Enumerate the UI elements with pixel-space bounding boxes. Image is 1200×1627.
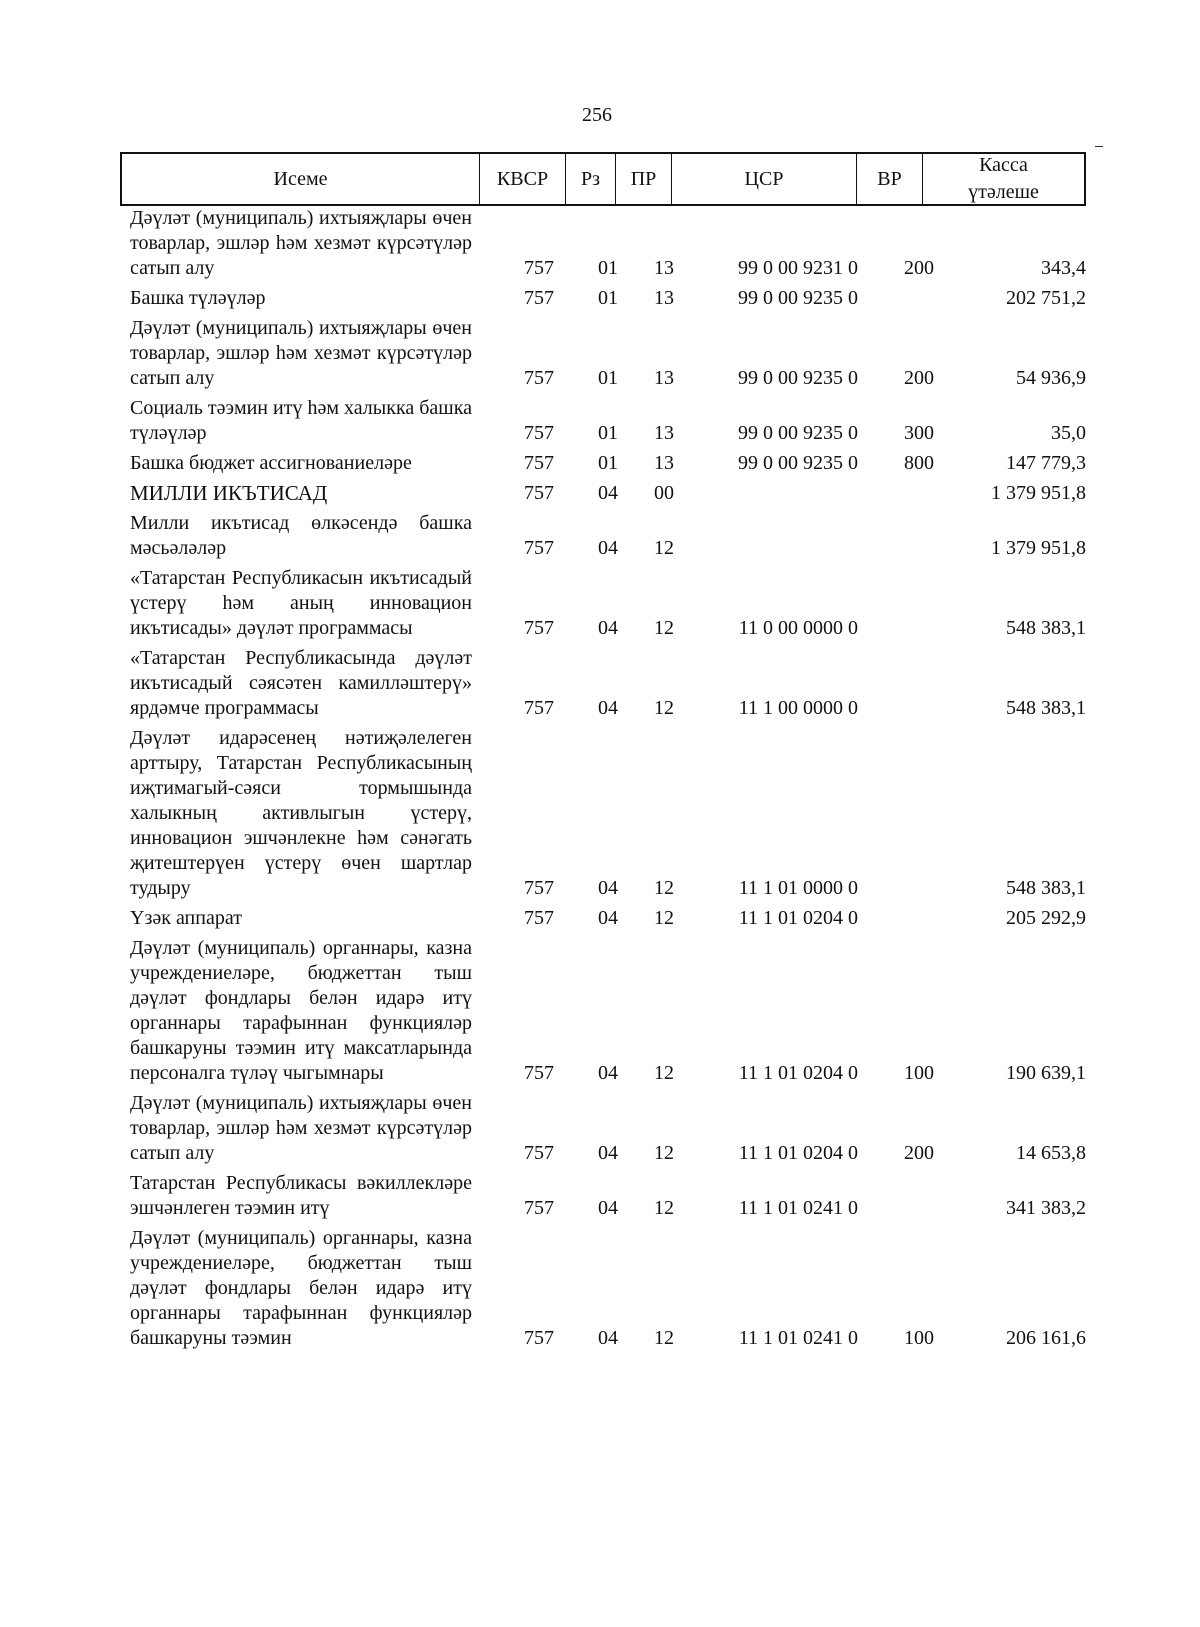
row-name: Дәүләт (муниципаль) ихтыяҗлары өчен товарлар, эшләр һәм хезмәт күрсәтүләр сатып алу xyxy=(130,317,472,389)
row-pr: 13 xyxy=(654,422,674,444)
table-body xyxy=(130,206,1090,1356)
row-rz: 01 xyxy=(598,422,618,444)
table-row xyxy=(130,511,1090,566)
table-row xyxy=(130,726,1090,906)
row-name: Башка бюджет ассигнованиеләре xyxy=(130,452,412,474)
table-row xyxy=(130,646,1090,726)
header-name: Исеме xyxy=(122,154,480,204)
row-sum: 206 161,6 xyxy=(1006,1327,1086,1349)
row-name: Дәүләт (муниципаль) органнары, казна учреждениеләре, бюджеттан тыш дәүләт фондлары белән идарә итү органнары тарафыннан функцияләр башкаруны тәэмин xyxy=(130,1227,472,1349)
row-rz: 04 xyxy=(598,1197,618,1219)
row-vr: 800 xyxy=(904,452,934,474)
row-csr: 99 0 00 9235 0 xyxy=(738,422,858,444)
row-vr: 300 xyxy=(904,422,934,444)
row-pr: 12 xyxy=(654,537,674,559)
row-kvsr: 757 xyxy=(524,257,554,279)
row-csr: 11 1 01 0241 0 xyxy=(738,1197,858,1219)
row-kvsr: 757 xyxy=(524,482,554,504)
table-row xyxy=(130,906,1090,936)
row-sum: 202 751,2 xyxy=(1006,287,1086,309)
row-rz: 04 xyxy=(598,1142,618,1164)
row-kvsr: 757 xyxy=(524,1197,554,1219)
row-name: Үзәк аппарат xyxy=(130,907,242,929)
row-name: Дәүләт идарәсенең нәтиҗәлелеген арттыру, Татарстан Республикасының иҗтимагый-сәяси тормышында халыкның активлыгын үстерү, инновацион эшчәнлекне һәм сәнәгать җитештерүен үстерү өчен шартлар тудыру xyxy=(130,727,472,899)
row-pr: 12 xyxy=(654,877,674,899)
row-kvsr: 757 xyxy=(524,617,554,639)
row-kvsr: 757 xyxy=(524,877,554,899)
row-rz: 04 xyxy=(598,877,618,899)
row-csr: 11 1 01 0204 0 xyxy=(738,907,858,929)
row-csr: 99 0 00 9235 0 xyxy=(738,452,858,474)
row-name: Дәүләт (муниципаль) ихтыяҗлары өчен товарлар, эшләр һәм хезмәт күрсәтүләр сатып алу xyxy=(130,1092,472,1164)
row-sum: 1 379 951,8 xyxy=(991,482,1086,504)
table-row xyxy=(130,316,1090,396)
row-rz: 04 xyxy=(598,617,618,639)
row-sum: 548 383,1 xyxy=(1006,617,1086,639)
row-rz: 04 xyxy=(598,1327,618,1349)
row-kvsr: 757 xyxy=(524,422,554,444)
row-rz: 01 xyxy=(598,452,618,474)
table-row xyxy=(130,396,1090,451)
row-sum: 548 383,1 xyxy=(1006,697,1086,719)
row-vr: 200 xyxy=(904,1142,934,1164)
row-csr: 11 1 00 0000 0 xyxy=(738,697,858,719)
row-kvsr: 757 xyxy=(524,1142,554,1164)
row-rz: 04 xyxy=(598,537,618,559)
header-pr: ПР xyxy=(616,154,672,204)
row-pr: 00 xyxy=(654,482,674,504)
row-pr: 13 xyxy=(654,287,674,309)
header-csr: ЦСР xyxy=(672,154,857,204)
row-sum: 190 639,1 xyxy=(1006,1062,1086,1084)
header-rz: Рз xyxy=(566,154,616,204)
row-csr: 99 0 00 9235 0 xyxy=(738,287,858,309)
row-name: Дәүләт (муниципаль) органнары, казна учреждениеләре, бюджеттан тыш дәүләт фондлары белән идарә итү органнары тарафыннан функцияләр башкаруны тәэмин итү максатларында персоналга түләү чыгымнары xyxy=(130,937,472,1084)
row-name: «Татарстан Республикасында дәүләт икътисадый сәясәтен камилләштерү» ярдәмче программасы xyxy=(130,647,472,719)
row-vr: 200 xyxy=(904,257,934,279)
row-sum: 147 779,3 xyxy=(1006,452,1086,474)
page-number: 256 xyxy=(582,104,612,126)
row-sum: 205 292,9 xyxy=(1006,907,1086,929)
row-name: Татарстан Республикасы вәкиллекләре эшчәнлеген тәэмин итү xyxy=(130,1172,472,1219)
row-pr: 13 xyxy=(654,367,674,389)
row-kvsr: 757 xyxy=(524,287,554,309)
row-sum: 35,0 xyxy=(1051,422,1086,444)
row-kvsr: 757 xyxy=(524,1062,554,1084)
row-csr: 99 0 00 9231 0 xyxy=(738,257,858,279)
row-kvsr: 757 xyxy=(524,452,554,474)
row-pr: 12 xyxy=(654,1327,674,1349)
header-kvsr: КВСР xyxy=(480,154,566,204)
row-sum: 54 936,9 xyxy=(1016,367,1086,389)
row-name: Башка түләүләр xyxy=(130,287,266,309)
row-csr: 99 0 00 9235 0 xyxy=(738,367,858,389)
table-header xyxy=(120,152,1086,206)
row-name: МИЛЛИ ИКЪТИСАД xyxy=(130,481,328,505)
row-pr: 12 xyxy=(654,697,674,719)
header-sum xyxy=(923,154,1084,204)
row-pr: 12 xyxy=(654,1197,674,1219)
table-row xyxy=(130,936,1090,1091)
table-row xyxy=(130,481,1090,511)
row-rz: 01 xyxy=(598,257,618,279)
row-name: «Татарстан Республикасын икътисадый үстерү һәм аның инновацион икътисады» дәүләт программасы xyxy=(130,567,472,639)
row-kvsr: 757 xyxy=(524,907,554,929)
row-csr: 11 0 00 0000 0 xyxy=(738,617,858,639)
row-pr: 13 xyxy=(654,257,674,279)
row-rz: 04 xyxy=(598,1062,618,1084)
row-rz: 04 xyxy=(598,482,618,504)
row-rz: 01 xyxy=(598,367,618,389)
header-sum-line1: Касса xyxy=(979,154,1028,176)
table-row xyxy=(130,206,1090,286)
row-pr: 13 xyxy=(654,452,674,474)
row-rz: 01 xyxy=(598,287,618,309)
table-row xyxy=(130,1226,1090,1356)
row-kvsr: 757 xyxy=(524,367,554,389)
scan-mark xyxy=(1095,146,1103,147)
row-vr: 100 xyxy=(904,1062,934,1084)
row-rz: 04 xyxy=(598,697,618,719)
table-row xyxy=(130,1171,1090,1226)
table-row xyxy=(130,286,1090,316)
row-sum: 1 379 951,8 xyxy=(991,537,1086,559)
row-name: Социаль тәэмин итү һәм халыкка башка түләүләр xyxy=(130,397,472,444)
table-row xyxy=(130,1091,1090,1171)
row-kvsr: 757 xyxy=(524,1327,554,1349)
row-csr: 11 1 01 0204 0 xyxy=(738,1142,858,1164)
row-csr: 11 1 01 0241 0 xyxy=(738,1327,858,1349)
row-rz: 04 xyxy=(598,907,618,929)
row-vr: 200 xyxy=(904,367,934,389)
row-kvsr: 757 xyxy=(524,537,554,559)
table-row xyxy=(130,451,1090,481)
row-sum: 341 383,2 xyxy=(1006,1197,1086,1219)
row-name: Дәүләт (муниципаль) ихтыяҗлары өчен товарлар, эшләр һәм хезмәт күрсәтүләр сатып алу xyxy=(130,207,472,279)
header-sum-line2: үтәлеше xyxy=(968,181,1039,203)
row-csr: 11 1 01 0204 0 xyxy=(738,1062,858,1084)
row-pr: 12 xyxy=(654,1062,674,1084)
row-kvsr: 757 xyxy=(524,697,554,719)
header-vr: ВР xyxy=(857,154,923,204)
table-row xyxy=(130,566,1090,646)
row-vr: 100 xyxy=(904,1327,934,1349)
row-name: Милли икътисад өлкәсендә башка мәсьәләләр xyxy=(130,512,472,559)
row-pr: 12 xyxy=(654,907,674,929)
row-csr: 11 1 01 0000 0 xyxy=(738,877,858,899)
row-pr: 12 xyxy=(654,1142,674,1164)
row-sum: 14 653,8 xyxy=(1016,1142,1086,1164)
row-pr: 12 xyxy=(654,617,674,639)
row-sum: 343,4 xyxy=(1041,257,1086,279)
row-sum: 548 383,1 xyxy=(1006,877,1086,899)
